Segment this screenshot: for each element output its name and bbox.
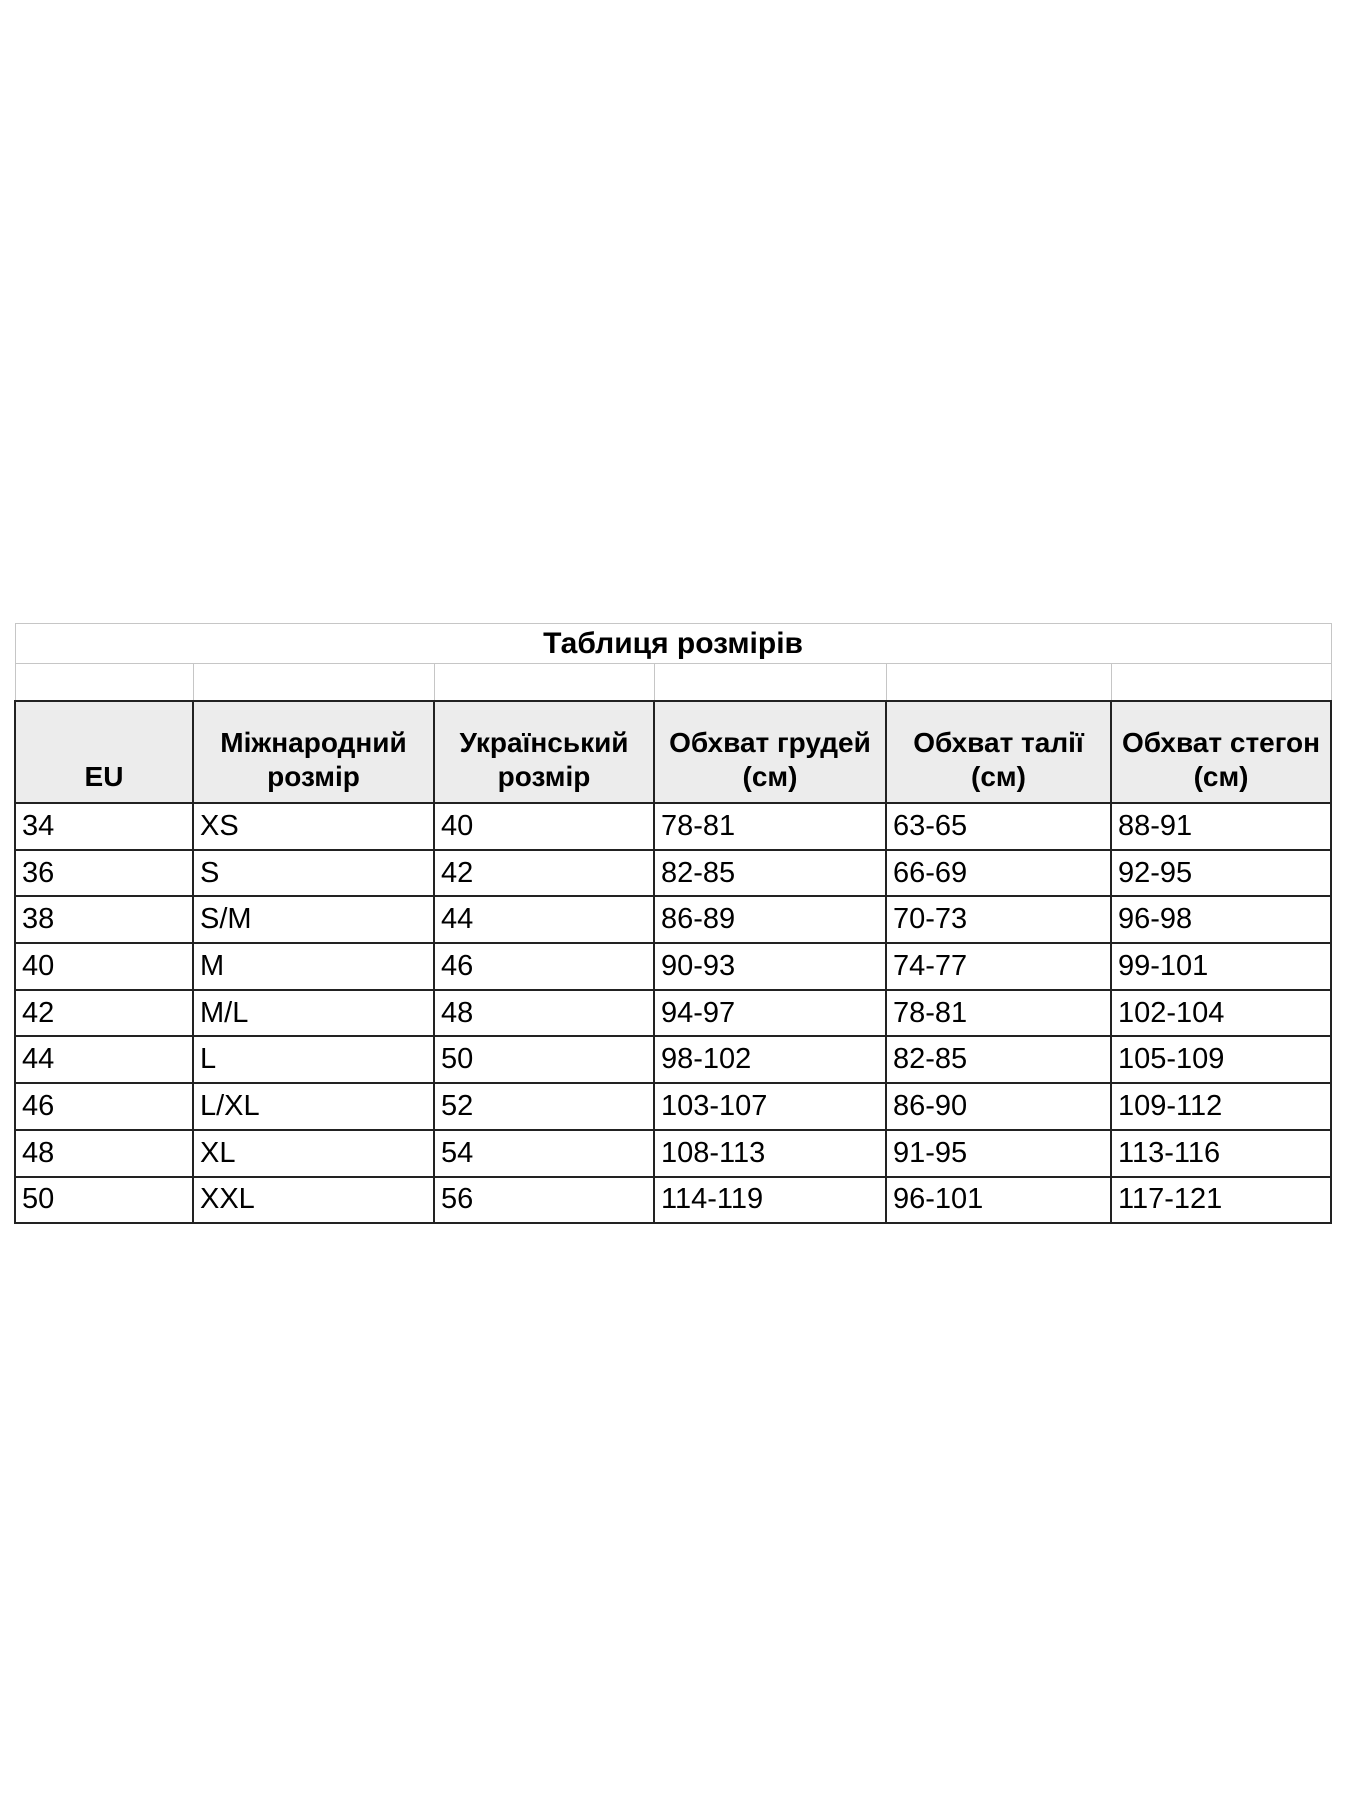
table-cell: 52 bbox=[434, 1083, 654, 1130]
spacer-cell bbox=[1111, 664, 1331, 702]
table-cell: 40 bbox=[434, 803, 654, 850]
size-chart-table bbox=[14, 623, 1332, 1224]
table-cell: 92-95 bbox=[1111, 850, 1331, 897]
table-cell: 105-109 bbox=[1111, 1036, 1331, 1083]
table-cell: XXL bbox=[193, 1177, 434, 1224]
table-cell: 82-85 bbox=[654, 850, 886, 897]
table-cell: XL bbox=[193, 1130, 434, 1177]
table-cell: 46 bbox=[434, 943, 654, 990]
table-row bbox=[15, 943, 1331, 990]
table-cell: M/L bbox=[193, 990, 434, 1037]
table-cell: 50 bbox=[434, 1036, 654, 1083]
table-cell: 113-116 bbox=[1111, 1130, 1331, 1177]
table-cell: 102-104 bbox=[1111, 990, 1331, 1037]
table-cell: 54 bbox=[434, 1130, 654, 1177]
table-title: Таблиця розмірів bbox=[15, 624, 1331, 664]
header-row bbox=[15, 701, 1331, 803]
table-cell: 34 bbox=[15, 803, 193, 850]
spacer-cell bbox=[193, 664, 434, 702]
table-cell: 109-112 bbox=[1111, 1083, 1331, 1130]
table-cell: 42 bbox=[434, 850, 654, 897]
spacer-cell bbox=[654, 664, 886, 702]
table-cell: 40 bbox=[15, 943, 193, 990]
column-header: EU bbox=[15, 701, 193, 803]
table-cell: 114-119 bbox=[654, 1177, 886, 1224]
table-row bbox=[15, 850, 1331, 897]
table-cell: 50 bbox=[15, 1177, 193, 1224]
table-cell: 78-81 bbox=[886, 990, 1111, 1037]
table-row bbox=[15, 1083, 1331, 1130]
table-cell: 86-89 bbox=[654, 896, 886, 943]
table-cell: 56 bbox=[434, 1177, 654, 1224]
column-header: Український розмір bbox=[434, 701, 654, 803]
table-cell: L bbox=[193, 1036, 434, 1083]
table-cell: L/XL bbox=[193, 1083, 434, 1130]
table-cell: 108-113 bbox=[654, 1130, 886, 1177]
table-cell: 82-85 bbox=[886, 1036, 1111, 1083]
table-row bbox=[15, 990, 1331, 1037]
table-cell: 103-107 bbox=[654, 1083, 886, 1130]
table-cell: 44 bbox=[15, 1036, 193, 1083]
table-cell: 74-77 bbox=[886, 943, 1111, 990]
table-cell: 44 bbox=[434, 896, 654, 943]
table-cell: S bbox=[193, 850, 434, 897]
table-cell: 46 bbox=[15, 1083, 193, 1130]
table-cell: 42 bbox=[15, 990, 193, 1037]
table-cell: 78-81 bbox=[654, 803, 886, 850]
spacer-cell bbox=[15, 664, 193, 702]
table-cell: 48 bbox=[434, 990, 654, 1037]
table-cell: 88-91 bbox=[1111, 803, 1331, 850]
table-cell: S/M bbox=[193, 896, 434, 943]
table-cell: 36 bbox=[15, 850, 193, 897]
table-row bbox=[15, 896, 1331, 943]
table-cell: 66-69 bbox=[886, 850, 1111, 897]
table-cell: 91-95 bbox=[886, 1130, 1111, 1177]
table-title-row bbox=[15, 624, 1331, 664]
table-cell: 70-73 bbox=[886, 896, 1111, 943]
table-cell: M bbox=[193, 943, 434, 990]
spacer-row bbox=[15, 664, 1331, 702]
table-row bbox=[15, 803, 1331, 850]
table-cell: 63-65 bbox=[886, 803, 1111, 850]
table-cell: 38 bbox=[15, 896, 193, 943]
table-cell: XS bbox=[193, 803, 434, 850]
spacer-cell bbox=[886, 664, 1111, 702]
table-cell: 96-101 bbox=[886, 1177, 1111, 1224]
column-header: Обхват талії (см) bbox=[886, 701, 1111, 803]
table-row bbox=[15, 1130, 1331, 1177]
table-cell: 98-102 bbox=[654, 1036, 886, 1083]
table-cell: 90-93 bbox=[654, 943, 886, 990]
table-cell: 117-121 bbox=[1111, 1177, 1331, 1224]
table-cell: 96-98 bbox=[1111, 896, 1331, 943]
table-row bbox=[15, 1036, 1331, 1083]
table-row bbox=[15, 1177, 1331, 1224]
column-header: Обхват грудей (см) bbox=[654, 701, 886, 803]
table-cell: 94-97 bbox=[654, 990, 886, 1037]
table-cell: 99-101 bbox=[1111, 943, 1331, 990]
spacer-cell bbox=[434, 664, 654, 702]
column-header: Обхват стегон (см) bbox=[1111, 701, 1331, 803]
table-cell: 48 bbox=[15, 1130, 193, 1177]
table-cell: 86-90 bbox=[886, 1083, 1111, 1130]
column-header: Міжнародний розмір bbox=[193, 701, 434, 803]
